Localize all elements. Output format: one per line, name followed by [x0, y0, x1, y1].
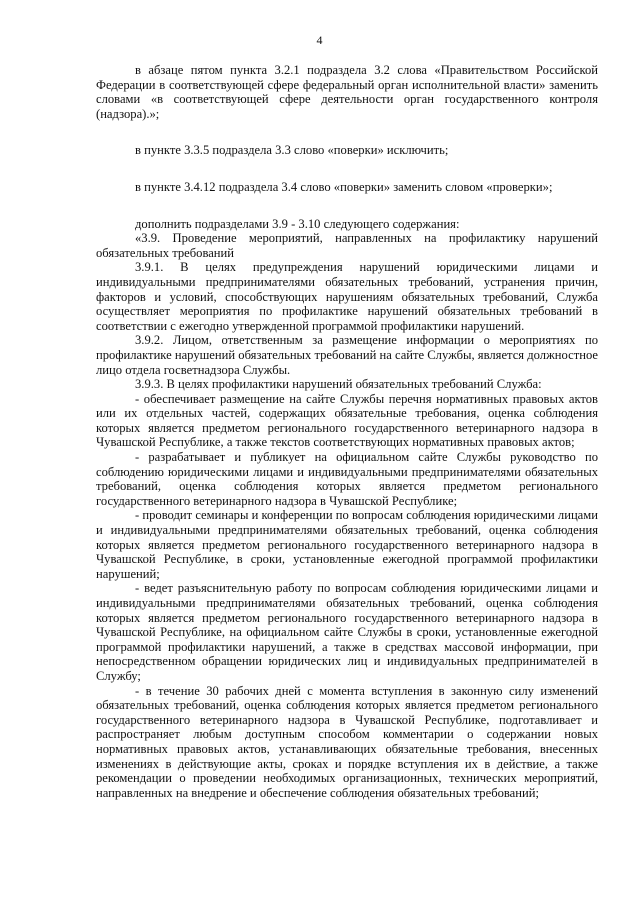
section-heading-3-9: «3.9. Проведение мероприятий, направленных на профилактику нарушений обязательных требований: [96, 231, 598, 260]
list-item: - ведет разъяснительную работу по вопросам соблюдения юридическими лицами и индивидуальными предпринимателями обязательных требований, оценка соблюдения которых является предметом регионального государственного ветеринарного надзора в Чувашской Республике, на официальном сайте Службы в сроки, установленные ежегодной программой профилактики нарушений, а также в средствах массовой информации, при непосредственном обращении юридических лиц и индивидуальных предпринимателей в Службу;: [96, 581, 598, 683]
paragraph-add-subsections: дополнить подразделами 3.9 - 3.10 следующего содержания:: [135, 216, 460, 231]
list-item: - разрабатывает и публикует на официальном сайте Службы руководство по соблюдению юридическими лицами и индивидуальными предпринимателями обязательных требований, оценка соблюдения которых является предметом регионального государственного ветеринарного надзора в Чувашской Республике;: [96, 450, 598, 508]
list-item: - обеспечивает размещение на сайте Службы перечня нормативных правовых актов или их отдельных частей, содержащих обязательные требования, оценка соблюдения которых является предметом регионального государственного ветеринарного надзора в Чувашской Республике, а также текстов соответствующих нормативных правовых актов;: [96, 391, 598, 450]
list-item: - проводит семинары и конференции по вопросам соблюдения юридическими лицами и индивидуальными предпринимателями обязательных требований, оценка соблюдения которых является предметом регионального государственного ветеринарного надзора в Чувашской Республике, в сроки, установленные ежегодной программой профилактики нарушений;: [96, 508, 598, 581]
paragraph-3-9-2: 3.9.2. Лицом, ответственным за размещение информации о мероприятиях по профилактике нарушений обязательных требований на сайте Службы, является должностное лицо отдела госветнадзора Службы.: [96, 333, 598, 377]
paragraph-amendment-3-2-1: в абзаце пятом пункта 3.2.1 подраздела 3.2 слова «Правительством Российской Федерации в соответствующей сфере федеральный орган исполнительной власти» заменить словами «в соответствующей сфере деятельности орган государственного контроля (надзора).»;: [96, 63, 598, 121]
paragraph-3-9-1: 3.9.1. В целях предупреждения нарушений юридическими лицами и индивидуальными предпринимателями обязательных требований, устранения причин, факторов и условий, способствующих нарушениям обязательных требований, Служба осуществляет мероприятия по профилактике нарушений обязательных требований в соответствии с ежегодно утвержденной программой профилактики нарушений.: [96, 260, 598, 333]
page-number: 4: [316, 33, 323, 47]
paragraph-amendment-3-3-5: в пункте 3.3.5 подраздела 3.3 слово «поверки» исключить;: [135, 143, 449, 158]
paragraph-3-9-3: 3.9.3. В целях профилактики нарушений обязательных требований Служба:: [135, 377, 542, 392]
list-item: - в течение 30 рабочих дней с момента вступления в законную силу изменений обязательных требований, оценка соблюдения которых является предметом регионального государственного ветеринарного надзора в Чувашской Республике, подготавливает и распространяет любым доступным способом комментарии о содержании новых нормативных правовых актов, устанавливающих обязательные требования, внесенных изменениях в действующие акты, сроках и порядке вступления их в действие, а также рекомендации о проведении необходимых организационных, технических мероприятий, направленных на внедрение и обеспечение соблюдения обязательных требований;: [96, 683, 598, 800]
paragraph-amendment-3-4-12: в пункте 3.4.12 подраздела 3.4 слово «поверки» заменить словом «проверки»;: [135, 179, 553, 194]
document-body: [96, 63, 598, 800]
